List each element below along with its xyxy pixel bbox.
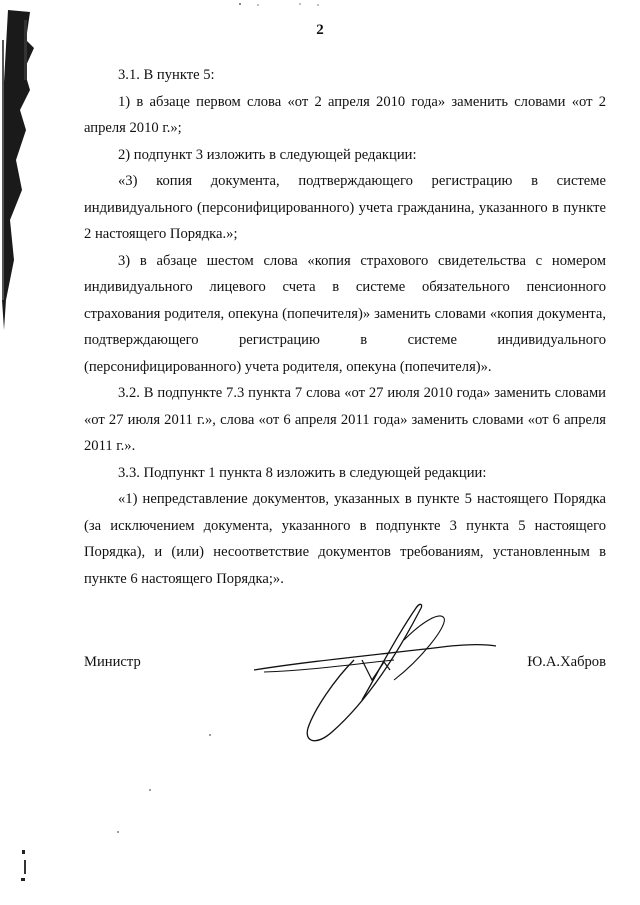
- paragraph-3-2: 3.2. В подпункте 7.3 пункта 7 слова «от 27 июля 2010 года» заменить словами «от 27 июля 2011 г.», слова «от 6 апреля 2011 года» заменить словами «от 6 апреля 2011 г.».: [84, 385, 606, 454]
- paragraph-3-1-item-2-quote: «3) копия документа, подтверждающего регистрацию в системе индивидуального (персонифицированного) учета гражданина, указанного в пункте 2 настоящего Порядка.»;: [84, 173, 606, 242]
- paragraph-3-3-quote: «1) непредставление документов, указанных в пункте 5 настоящего Порядка (за исключением документа, указанного в подпункте 3 пункта 5 настоящего Порядка), и (или) несоответствие документов требованиям, установленным в пункте 6 настоящего Порядка;».: [84, 491, 606, 587]
- paragraph-3-1-item-2: 2) подпункт 3 изложить в следующей редакции:: [118, 146, 417, 163]
- paragraph-3-1-item-1: 1) в абзаце первом слова «от 2 апреля 2010 года» заменить словами «от 2 апреля 2010 г.»;: [84, 93, 606, 136]
- paragraph-3-1: 3.1. В пункте 5:: [118, 67, 215, 83]
- paragraph-3-1-item-3: 3) в абзаце шестом слова «копия страхового свидетельства с номером индивидуального лицевого счета в системе обязательного пенсионного страхования родителя, опекуна (попечителя)» заменить словами «копия документа, подтверждающего регистрацию в системе индивидуального (персонифицированного) учета родителя, опекуна (попечителя)».: [84, 252, 606, 375]
- signature-block: [84, 640, 606, 760]
- signer-name: Ю.А.Хабров: [527, 654, 606, 670]
- document-body: [84, 62, 606, 592]
- signer-role: Министр: [84, 654, 141, 670]
- paragraph-3-3: 3.3. Подпункт 1 пункта 8 изложить в следующей редакции:: [118, 464, 487, 481]
- page-number: 2: [316, 22, 324, 38]
- handwritten-signature: [244, 600, 504, 760]
- scan-edge-artifact: [0, 0, 40, 905]
